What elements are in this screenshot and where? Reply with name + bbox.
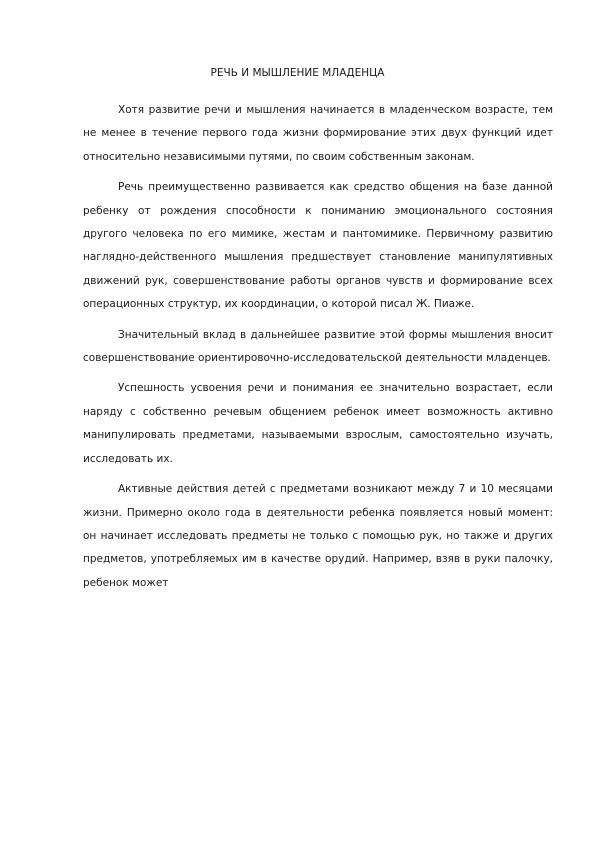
paragraph-5: Активные действия детей с предметами возникают между 7 и 10 месяцами жизни. Примерно около года в деятельности ребенка появляется новый момент: он начинает исследовать предметы не только с помощью рук, но также и других предметов, употребляемых им в качестве орудий. Например, взяв в руки палочку, ребенок может: [83, 483, 553, 589]
document-body: [83, 99, 553, 602]
paragraph-2: Речь преимущественно развивается как средство общения на базе данной ребенку от рождения способности к пониманию эмоционального состояния другого человека по его мимике, жестам и пантомимике. Первичному развитию наглядно-действенного мышления предшествует становление манипулятивных движений рук, совершенствование работы органов чувств и формирование всех операционных структур, их координации, о которой писал Ж. Пиаже.: [83, 181, 553, 311]
paragraph-1: Хотя развитие речи и мышления начинается в младенческом возрасте, тем не менее в течение первого года жизни формирование этих двух функций идет относительно независимыми путями, по своим собственным законам.: [83, 104, 553, 163]
paragraph-3: Значительный вклад в дальнейшее развитие этой формы мышления вносит совершенствование ориентировочно-исследовательской деятельности младенцев.: [83, 328, 553, 365]
paragraph-4: Успешность усвоения речи и понимания ее значительно возрастает, если наряду с собственно речевым общением ребенок имеет возможность активно манипулировать предметами, называемыми взрослым, самостоятельно изучать, исследовать их.: [83, 382, 553, 465]
document-title: РЕЧЬ И МЫШЛЕНИЕ МЛАДЕНЦА: [210, 67, 385, 79]
